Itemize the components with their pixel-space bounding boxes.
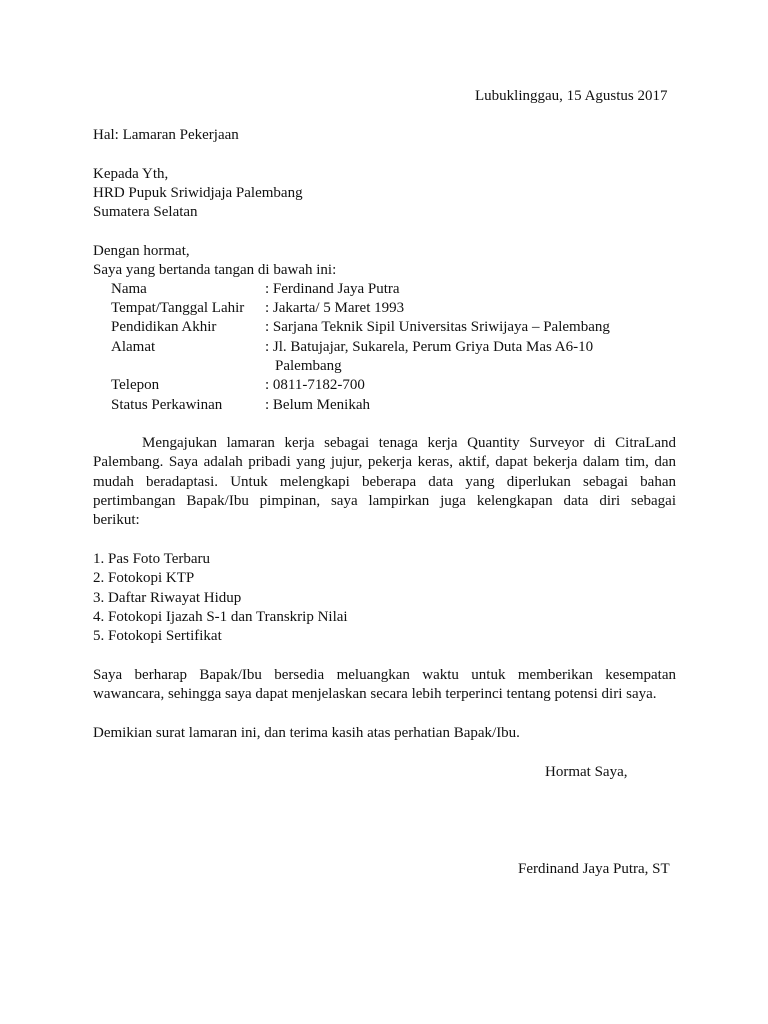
- detail-value: : Sarjana Teknik Sipil Universitas Sriwijaya – Palembang: [265, 319, 610, 335]
- recipient-line: Sumatera Selatan: [93, 204, 198, 220]
- intro-line: Saya yang bertanda tangan di bawah ini:: [93, 262, 337, 278]
- greeting: Dengan hormat,: [93, 243, 190, 259]
- list-item: 1. Pas Foto Terbaru: [93, 551, 210, 567]
- list-item: 4. Fotokopi Ijazah S-1 dan Transkrip Nilai: [93, 609, 348, 625]
- paragraph-line: Mengajukan lamaran kerja sebagai tenaga kerja Quantity Surveyor di CitraLand: [142, 435, 676, 451]
- recipient-line: HRD Pupuk Sriwidjaja Palembang: [93, 185, 303, 201]
- detail-label: Status Perkawinan: [111, 397, 223, 413]
- signature-name: Ferdinand Jaya Putra, ST: [518, 861, 670, 877]
- paragraph-line: berikut:: [93, 512, 140, 528]
- place-date: Lubuklinggau, 15 Agustus 2017: [475, 88, 668, 104]
- detail-label: Pendidikan Akhir: [111, 319, 217, 335]
- detail-label: Telepon: [111, 377, 160, 393]
- paragraph-line: Saya berharap Bapak/Ibu bersedia meluangkan waktu untuk memberikan kesempatan: [93, 667, 676, 683]
- detail-label: Tempat/Tanggal Lahir: [111, 300, 245, 316]
- detail-value-continuation: Palembang: [275, 358, 342, 374]
- paragraph-line: wawancara, sehingga saya dapat menjelaskan secara lebih terperinci tentang potensi diri saya.: [93, 686, 657, 702]
- list-item: 3. Daftar Riwayat Hidup: [93, 590, 242, 606]
- sign-off: Hormat Saya,: [545, 764, 628, 780]
- recipient-line: Kepada Yth,: [93, 166, 169, 182]
- list-item: 5. Fotokopi Sertifikat: [93, 628, 222, 644]
- detail-value: : 0811-7182-700: [265, 377, 365, 393]
- subject-line: Hal: Lamaran Pekerjaan: [93, 127, 239, 143]
- paragraph-line: mudah beradaptasi. Untuk melengkapi beberapa data yang diperlukan sebagai bahan: [93, 474, 676, 490]
- detail-value: : Jakarta/ 5 Maret 1993: [265, 300, 405, 316]
- detail-label: Nama: [111, 281, 147, 297]
- detail-value: : Belum Menikah: [265, 397, 370, 413]
- closing-line: Demikian surat lamaran ini, dan terima kasih atas perhatian Bapak/Ibu.: [93, 725, 520, 741]
- paragraph-line: pertimbangan Bapak/Ibu pimpinan, saya lampirkan juga kelengkapan data diri sebagai: [93, 493, 676, 509]
- detail-value: : Jl. Batujajar, Sukarela, Perum Griya Duta Mas A6-10: [265, 339, 594, 355]
- list-item: 2. Fotokopi KTP: [93, 570, 195, 586]
- detail-value: : Ferdinand Jaya Putra: [265, 281, 400, 297]
- paragraph-line: Palembang. Saya adalah pribadi yang jujur, pekerja keras, aktif, dapat bekerja dalam tim, dan: [93, 454, 676, 470]
- detail-label: Alamat: [111, 339, 156, 355]
